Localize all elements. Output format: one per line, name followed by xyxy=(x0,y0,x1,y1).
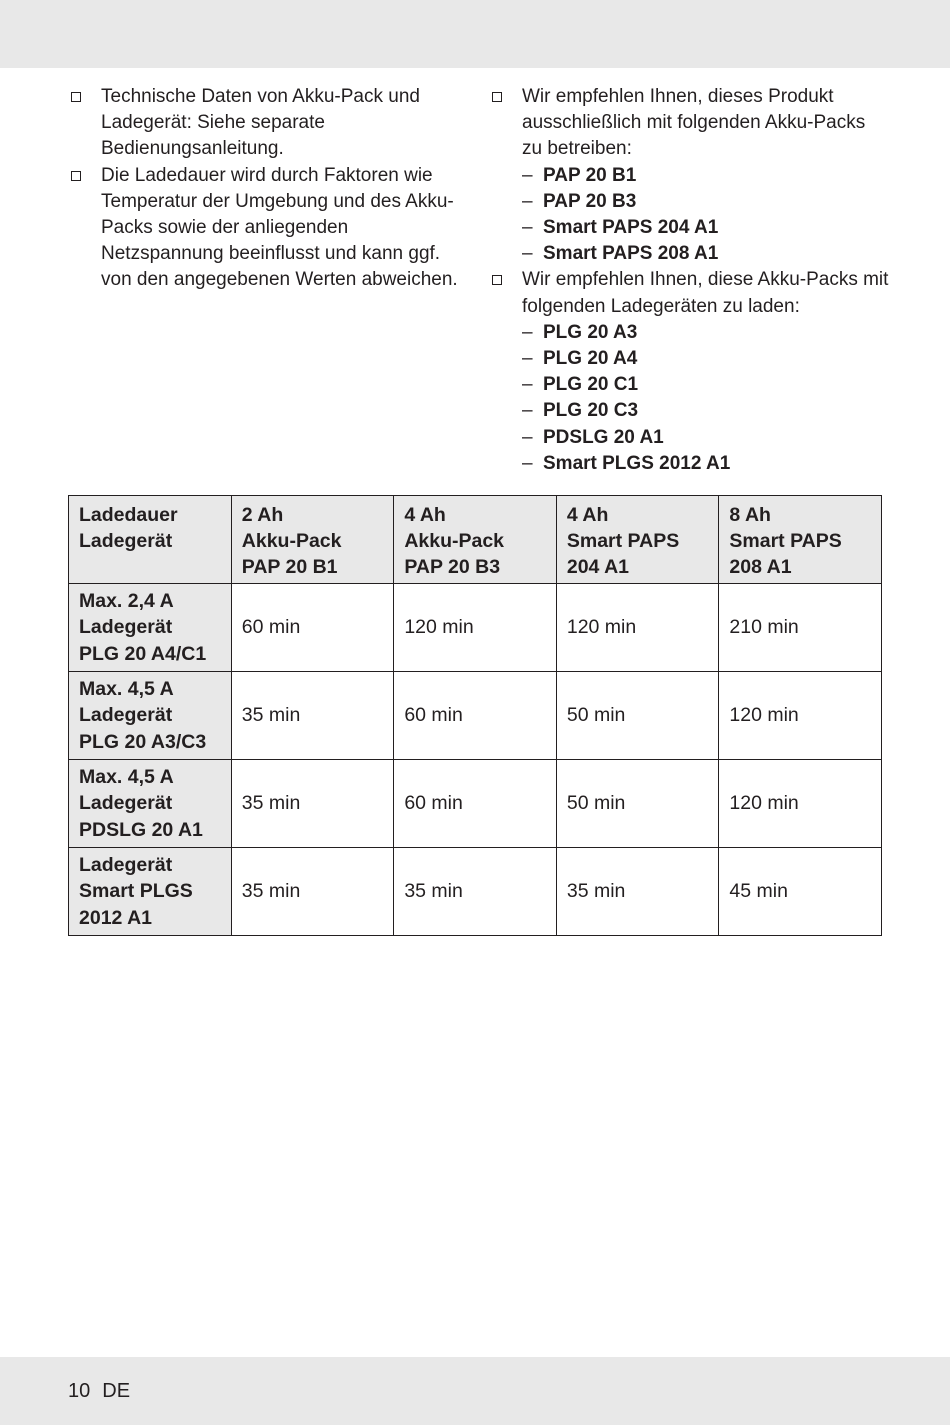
dash-glyph: – xyxy=(522,321,533,343)
row-label-line: PLG 20 A3/C3 xyxy=(79,730,207,753)
charger-intro-text: Wir empfehlen Ihnen, diese Akku-Packs mit folgenden Ladegeräten zu laden: xyxy=(522,269,889,317)
charger-item xyxy=(489,346,889,372)
table-cell: 35 min xyxy=(231,848,394,936)
charger-item xyxy=(489,372,889,398)
charger-name: PDSLG 20 A1 xyxy=(543,426,664,448)
header-line: PAP 20 B3 xyxy=(404,556,501,579)
header-line: 8 Ah xyxy=(729,504,771,526)
header-line: PAP 20 B1 xyxy=(241,556,338,579)
header-cell xyxy=(231,496,394,584)
checkbox-square-icon xyxy=(71,92,81,102)
page-number: 10 xyxy=(68,1380,91,1402)
bullet-item xyxy=(489,84,889,163)
page-footer xyxy=(68,1378,142,1404)
header-line: 208 A1 xyxy=(729,556,792,579)
row-label-line: PLG 20 A4/C1 xyxy=(79,642,207,665)
row-label-line: Max. 4,5 A xyxy=(79,766,174,789)
bullet-text: Die Ladedauer wird durch Faktoren wie Temperatur der Umgebung und des Akku-Packs sowie der anliegenden Netzspannung beeinflusst und kann ggf. von den angegebenen Werten abweichen. xyxy=(101,164,458,291)
language-code: DE xyxy=(102,1380,131,1402)
header-cell xyxy=(394,496,557,584)
table-row xyxy=(69,760,882,848)
table-cell: 35 min xyxy=(556,848,719,936)
battery-pack-name: PAP 20 B3 xyxy=(543,190,637,212)
table-row xyxy=(69,672,882,760)
table-row xyxy=(69,584,882,672)
checkbox-square-icon xyxy=(71,171,81,181)
battery-pack-name: Smart PAPS 208 A1 xyxy=(543,243,719,265)
header-line: Akku-Pack xyxy=(241,530,342,553)
dash-glyph: – xyxy=(522,452,533,474)
row-label-line: 2012 A1 xyxy=(79,906,153,929)
header-cell xyxy=(69,496,232,584)
table-header-row xyxy=(69,496,882,584)
charging-time-table xyxy=(68,495,882,936)
left-column xyxy=(68,84,468,294)
checkbox-square-icon xyxy=(492,92,502,102)
row-label-line: Ladegerät xyxy=(79,792,173,815)
battery-pack-item xyxy=(489,241,889,267)
dash-glyph: – xyxy=(522,217,533,239)
row-header-cell xyxy=(69,848,232,936)
charger-name: PLG 20 A4 xyxy=(543,348,638,370)
bullet-item xyxy=(489,267,889,319)
charger-name: PLG 20 C1 xyxy=(543,374,639,396)
bottom-band xyxy=(0,1357,950,1425)
battery-pack-item xyxy=(489,215,889,241)
header-cell xyxy=(719,496,882,584)
header-cell xyxy=(556,496,719,584)
table-row xyxy=(69,848,882,936)
charger-item xyxy=(489,320,889,346)
row-label-line: Smart PLGS xyxy=(79,880,193,903)
table-cell: 50 min xyxy=(556,760,719,848)
bullet-item xyxy=(68,163,468,294)
table-cell: 60 min xyxy=(394,672,557,760)
table-cell: 45 min xyxy=(719,848,882,936)
header-line: Ladegerät xyxy=(79,530,173,553)
dash-glyph: – xyxy=(522,243,533,265)
dash-glyph: – xyxy=(522,190,533,212)
dash-glyph: – xyxy=(522,348,533,370)
table-cell: 120 min xyxy=(719,672,882,760)
table-cell: 50 min xyxy=(556,672,719,760)
charger-name: Smart PLGS 2012 A1 xyxy=(543,452,731,474)
table-cell: 35 min xyxy=(394,848,557,936)
row-header-cell xyxy=(69,672,232,760)
charger-item xyxy=(489,451,889,477)
table-cell: 60 min xyxy=(394,760,557,848)
charger-item xyxy=(489,398,889,424)
dash-glyph: – xyxy=(522,426,533,448)
top-band xyxy=(0,0,950,68)
battery-pack-item xyxy=(489,189,889,215)
table-cell: 120 min xyxy=(556,584,719,672)
header-line: Smart PAPS xyxy=(729,530,842,553)
battery-pack-name: PAP 20 B1 xyxy=(543,164,637,186)
charger-item xyxy=(489,425,889,451)
battery-pack-name: Smart PAPS 204 A1 xyxy=(543,217,719,239)
header-line: 204 A1 xyxy=(566,556,630,579)
table-cell: 35 min xyxy=(231,760,394,848)
table-cell: 120 min xyxy=(719,760,882,848)
row-label-line: Max. 2,4 A xyxy=(79,590,174,613)
table-cell: 120 min xyxy=(394,584,557,672)
dash-glyph: – xyxy=(522,374,533,396)
battery-intro-text: Wir empfehlen Ihnen, dieses Produkt ausschließlich mit folgenden Akku-Packs zu betreiben: xyxy=(522,86,866,160)
charger-name: PLG 20 C3 xyxy=(543,400,639,422)
battery-pack-item xyxy=(489,163,889,189)
row-label-line: Ladegerät xyxy=(79,704,173,727)
row-header-cell xyxy=(69,760,232,848)
row-label-line: Ladegerät xyxy=(79,854,173,877)
header-line: 2 Ah xyxy=(241,504,284,526)
row-label-line: PDSLG 20 A1 xyxy=(79,818,203,841)
bullet-item xyxy=(68,84,468,163)
header-line: Ladedauer xyxy=(79,504,178,526)
right-column xyxy=(489,84,889,477)
charger-name: PLG 20 A3 xyxy=(543,321,638,343)
table-cell: 210 min xyxy=(719,584,882,672)
dash-glyph: – xyxy=(522,164,533,186)
bullet-text: Technische Daten von Akku-Pack und Ladegerät: Siehe separate Bedienungsanleitung. xyxy=(101,86,420,160)
row-label-line: Max. 4,5 A xyxy=(79,678,174,701)
table-cell: 60 min xyxy=(231,584,394,672)
header-line: 4 Ah xyxy=(404,504,446,526)
header-line: Smart PAPS xyxy=(566,530,680,553)
table-cell: 35 min xyxy=(231,672,394,760)
header-line: 4 Ah xyxy=(566,504,609,526)
dash-glyph: – xyxy=(522,400,533,422)
checkbox-square-icon xyxy=(492,275,502,285)
header-line: Akku-Pack xyxy=(404,530,505,553)
row-label-line: Ladegerät xyxy=(79,616,173,639)
row-header-cell xyxy=(69,584,232,672)
